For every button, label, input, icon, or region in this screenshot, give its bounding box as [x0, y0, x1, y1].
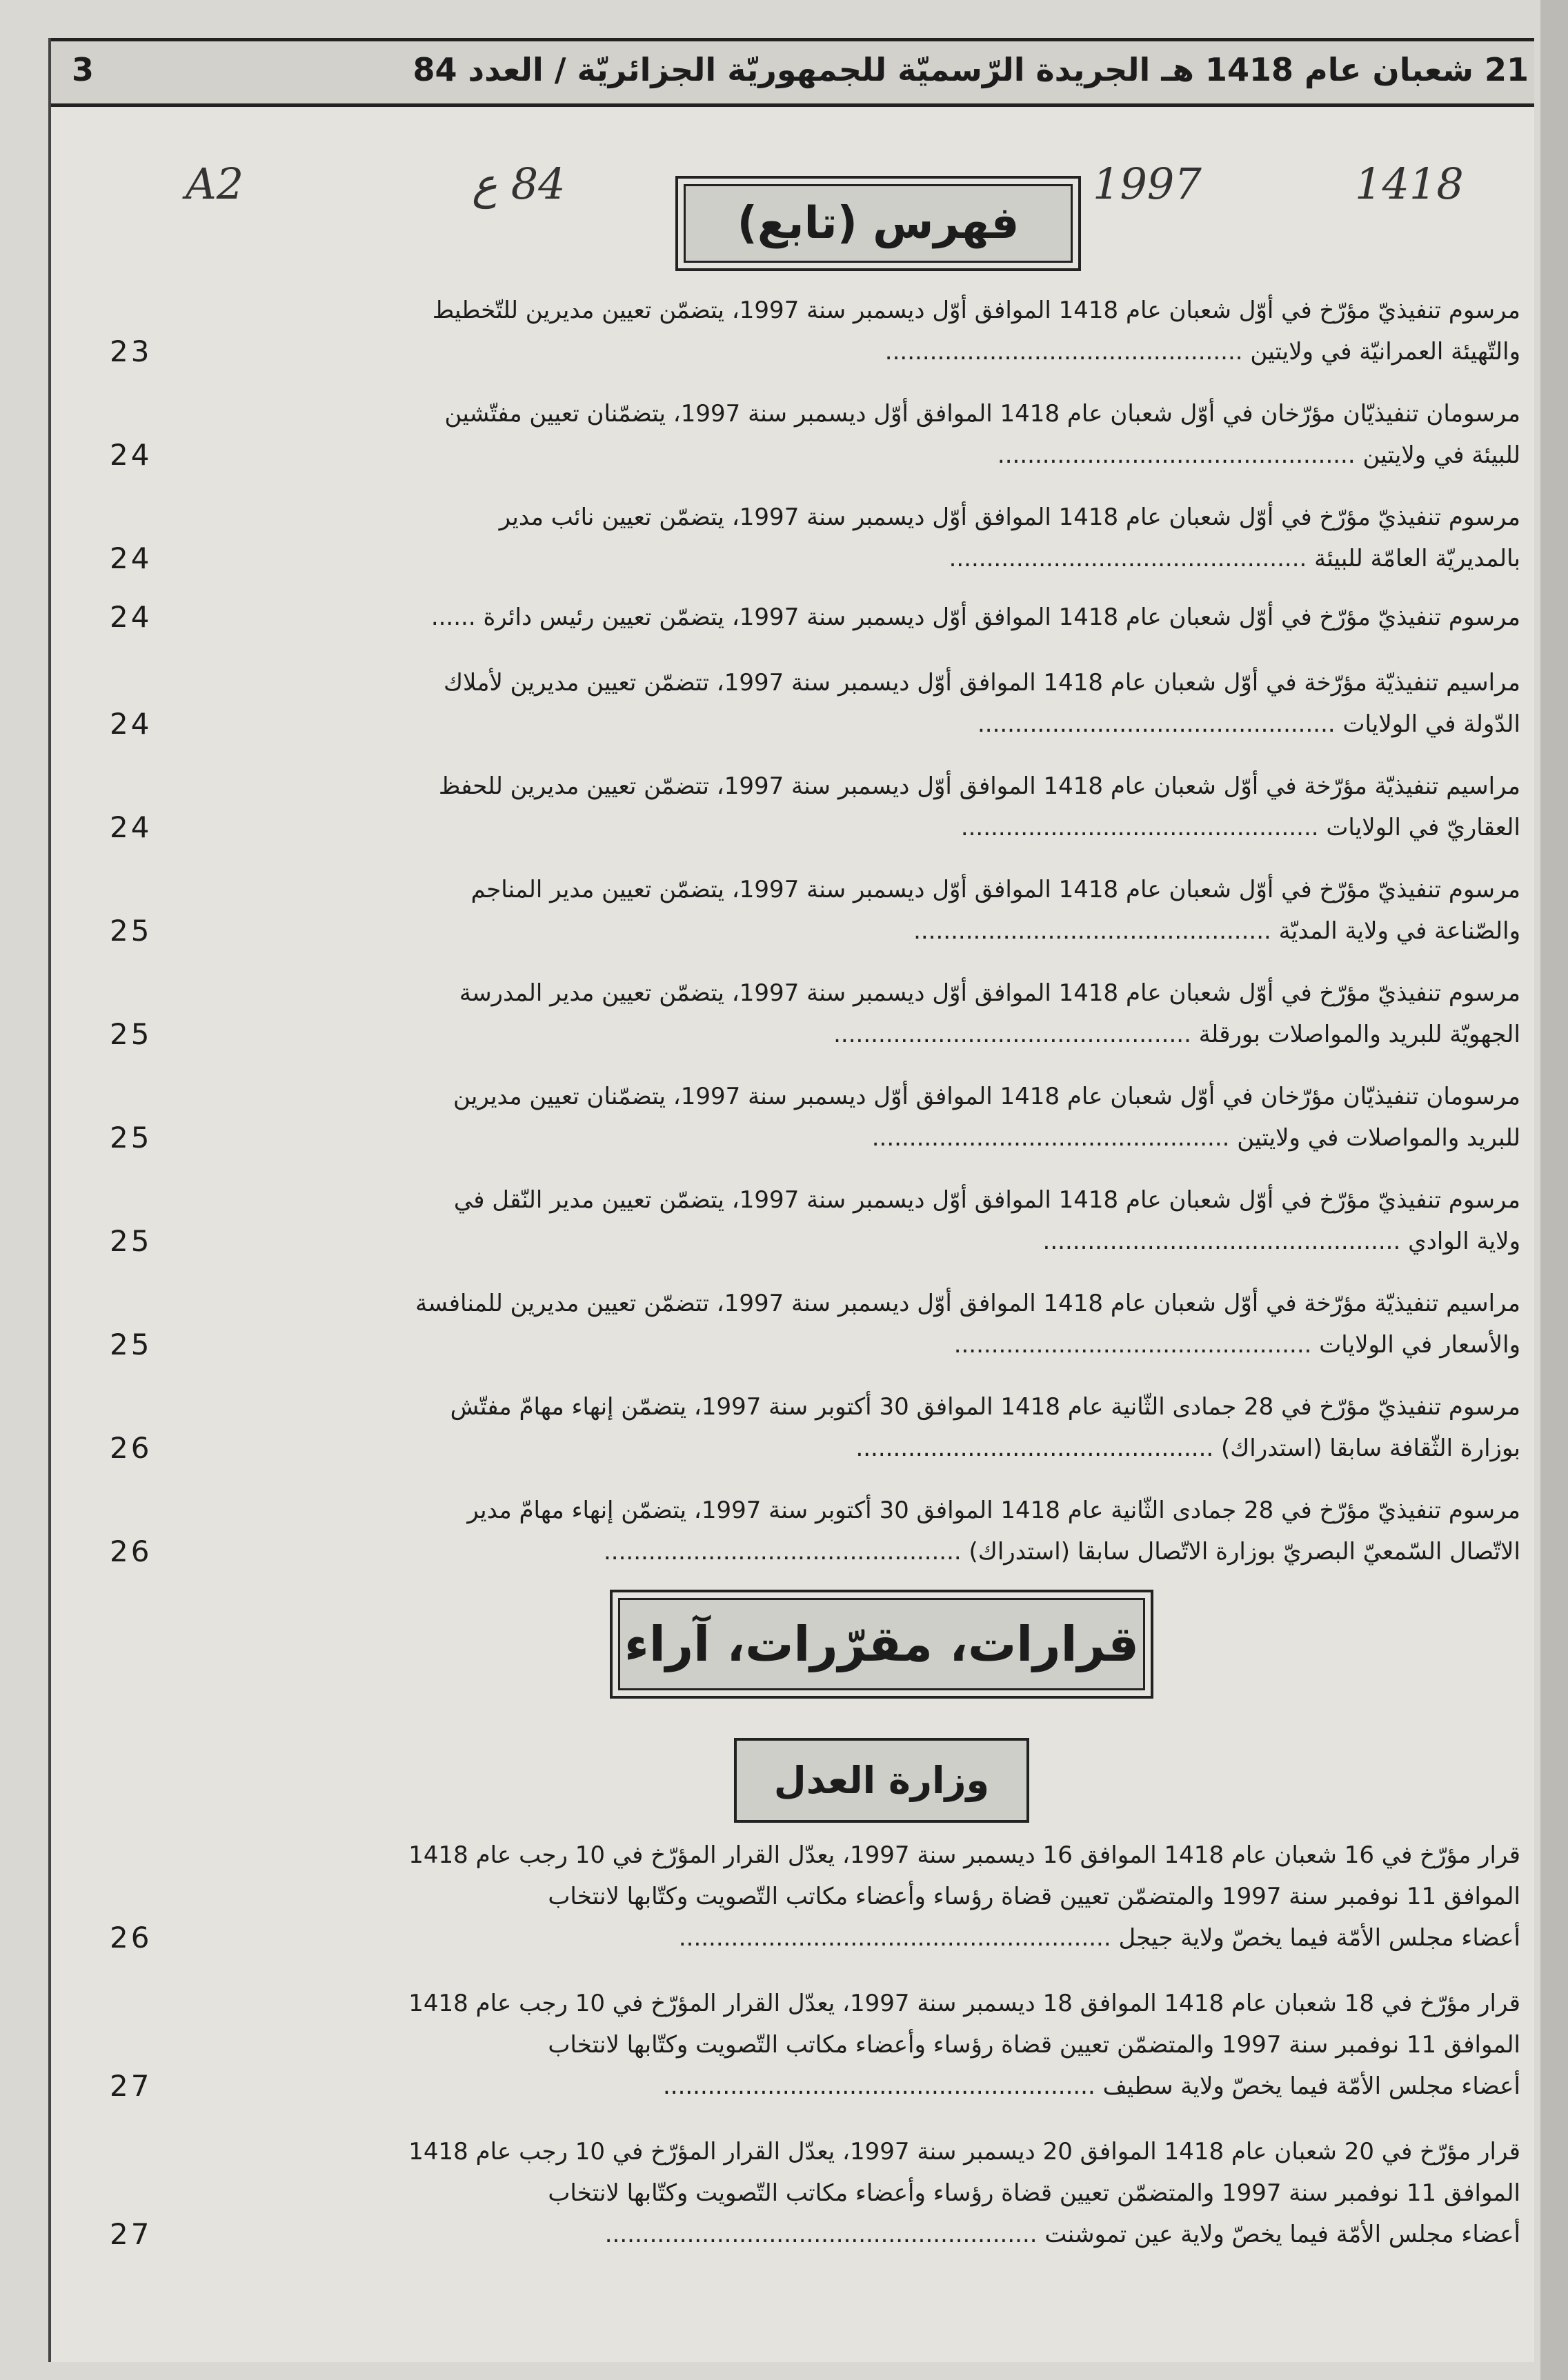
entry-line-2: والتّهيئة العمرانيّة في ولايتين ................................................ [884, 338, 1520, 366]
decision-line-1: قرار مؤرّخ في 16 شعبان عام 1418 الموافق 16 ديسمبر سنة 1997، يعدّل القرار المؤرّخ في 10 رجب عام 1418 [408, 1841, 1520, 1869]
handwritten-note-d: 1418 [1355, 159, 1464, 209]
entry-line-2: للبيئة في ولايتين ................................................ [997, 441, 1520, 469]
decision-page-number: 27 [110, 2069, 152, 2103]
decision-line-1: قرار مؤرّخ في 18 شعبان عام 1418 الموافق 18 ديسمبر سنة 1997، يعدّل القرار المؤرّخ في 10 رجب عام 1418 [408, 1990, 1520, 2017]
handwritten-note-a: A2 [186, 159, 244, 209]
index-entry [51, 662, 1520, 745]
entry-line-1: مرسوم تنفيذيّ مؤرّخ في أوّل شعبان عام 1418 الموافق أوّل ديسمبر سنة 1997، يتضمّن تعيين مدير النّقل في [453, 1186, 1520, 1214]
header-page-number: 3 [72, 51, 95, 88]
index-entry [51, 1283, 1520, 1366]
entry-line-1: مرسوم تنفيذيّ مؤرّخ في 28 جمادى الثّانية عام 1418 الموافق 30 أكتوبر سنة 1997، يتضمّن إنهاء مهامّ مفتّش [450, 1393, 1520, 1421]
index-entry [51, 1386, 1520, 1469]
entry-line-1: مراسيم تنفيذيّة مؤرّخة في أوّل شعبان عام 1418 الموافق أوّل ديسمبر سنة 1997، تتضمّن تعيين مديرين للحفظ [438, 772, 1520, 800]
index-entry [51, 393, 1520, 476]
decision-entry [51, 2131, 1520, 2255]
index-entry [51, 1490, 1520, 1572]
index-entry [51, 597, 1520, 638]
handwritten-note-b: 84 ع [472, 159, 566, 209]
entry-line-2: الجهويّة للبريد والمواصلات بورقلة ................................................ [833, 1021, 1520, 1048]
entry-line-2: الدّولة في الولايات ................................................ [977, 710, 1520, 738]
entry-page-number: 26 [110, 1534, 152, 1568]
entry-line-1: مرسوم تنفيذيّ مؤرّخ في أوّل شعبان عام 1418 الموافق أوّل ديسمبر سنة 1997، يتضمّن تعيين رئيس دائرة ...... [430, 603, 1520, 631]
entry-page-number: 25 [110, 1328, 152, 1361]
index-entry [51, 869, 1520, 952]
decision-line-2: الموافق 11 نوفمبر سنة 1997 والمتضمّن تعيين قضاة رؤساء وأعضاء مكاتب التّصويت وكتّابها لانتخاب [548, 1883, 1520, 1910]
entry-line-1: مرسوم تنفيذيّ مؤرّخ في أوّل شعبان عام 1418 الموافق أوّل ديسمبر سنة 1997، يتضمّن تعيين مديرين للتّخطيط [432, 297, 1520, 324]
decision-line-2: الموافق 11 نوفمبر سنة 1997 والمتضمّن تعيين قضاة رؤساء وأعضاء مكاتب التّصويت وكتّابها لانتخاب [548, 2179, 1520, 2207]
entry-line-2: والصّناعة في ولاية المديّة ................................................ [913, 917, 1520, 945]
entry-line-2: العقاريّ في الولايات ................................................ [960, 814, 1520, 841]
header-title: 21 شعبان عام 1418 هـ الجريدة الرّسميّة للجمهوريّة الجزائريّة / العدد 84 [413, 51, 1529, 88]
decision-line-3: أعضاء مجلس الأمّة فيما يخصّ ولاية عين تموشنت .......................................................... [604, 2221, 1520, 2248]
index-title: فهرس (تابع) [675, 176, 1081, 271]
index-entry [51, 766, 1520, 848]
ministry-title: وزارة العدل [734, 1738, 1029, 1823]
entry-line-2: والأسعار في الولايات ................................................ [953, 1331, 1520, 1359]
entry-page-number: 24 [110, 541, 152, 575]
section-title: قرارات، مقرّرات، آراء [610, 1590, 1153, 1699]
entry-page-number: 24 [110, 810, 152, 844]
index-entry [51, 972, 1520, 1055]
entry-line-1: مراسيم تنفيذيّة مؤرّخة في أوّل شعبان عام 1418 الموافق أوّل ديسمبر سنة 1997، تتضمّن تعيين مديرين للمنافسة [415, 1290, 1520, 1317]
entry-line-2: للبريد والمواصلات في ولايتين ................................................ [871, 1124, 1520, 1152]
entry-line-1: مرسوم تنفيذيّ مؤرّخ في 28 جمادى الثّانية عام 1418 الموافق 30 أكتوبر سنة 1997، يتضمّن إنهاء مهامّ مدير [467, 1497, 1520, 1524]
index-entry [51, 1076, 1520, 1159]
entry-page-number: 25 [110, 1121, 152, 1154]
entry-page-number: 25 [110, 914, 152, 948]
entry-page-number: 24 [110, 600, 152, 634]
entry-page-number: 23 [110, 334, 152, 368]
index-entry [51, 497, 1520, 579]
handwritten-note-c: 1997 [1093, 159, 1202, 209]
decision-page-number: 27 [110, 2217, 152, 2251]
entry-line-1: مرسوم تنفيذيّ مؤرّخ في أوّل شعبان عام 1418 الموافق أوّل ديسمبر سنة 1997، يتضمّن تعيين نائب مدير [499, 503, 1520, 531]
page-header [51, 38, 1534, 107]
entry-page-number: 25 [110, 1017, 152, 1051]
entry-page-number: 24 [110, 438, 152, 472]
entry-page-number: 24 [110, 707, 152, 741]
decision-line-1: قرار مؤرّخ في 20 شعبان عام 1418 الموافق 20 ديسمبر سنة 1997، يعدّل القرار المؤرّخ في 10 رجب عام 1418 [408, 2138, 1520, 2166]
index-entry [51, 290, 1520, 372]
entry-line-2: الاتّصال السّمعيّ البصريّ بوزارة الاتّصال سابقا (استدراك) ................................................ [603, 1538, 1520, 1566]
decision-entry [51, 1983, 1520, 2107]
entry-line-1: مرسومان تنفيذيّان مؤرّخان في أوّل شعبان عام 1418 الموافق أوّل ديسمبر سنة 1997، يتضمّنان تعيين مديرين [453, 1083, 1520, 1110]
entry-line-1: مرسوم تنفيذيّ مؤرّخ في أوّل شعبان عام 1418 الموافق أوّل ديسمبر سنة 1997، يتضمّن تعيين مدير المدرسة [459, 979, 1520, 1007]
page-edge [1540, 0, 1568, 2380]
index-entry [51, 1179, 1520, 1262]
entry-line-2: ولاية الوادي ................................................ [1042, 1228, 1520, 1255]
decision-line-3: أعضاء مجلس الأمّة فيما يخصّ ولاية جيجل .......................................................... [678, 1924, 1520, 1952]
entry-page-number: 26 [110, 1431, 152, 1465]
entry-line-2: بوزارة الثّقافة سابقا (استدراك) ................................................ [855, 1434, 1520, 1462]
decision-page-number: 26 [110, 1921, 152, 1954]
decision-entry [51, 1834, 1520, 1959]
entry-line-1: مراسيم تنفيذيّة مؤرّخة في أوّل شعبان عام 1418 الموافق أوّل ديسمبر سنة 1997، تتضمّن تعيين مديرين لأملاك [443, 669, 1520, 697]
gazette-page [48, 38, 1534, 2362]
entry-page-number: 25 [110, 1224, 152, 1258]
entry-line-1: مرسومان تنفيذيّان مؤرّخان في أوّل شعبان عام 1418 الموافق أوّل ديسمبر سنة 1997، يتضمّنان تعيين مفتّشين [444, 400, 1520, 428]
decision-line-2: الموافق 11 نوفمبر سنة 1997 والمتضمّن تعيين قضاة رؤساء وأعضاء مكاتب التّصويت وكتّابها لانتخاب [548, 2031, 1520, 2059]
decision-line-3: أعضاء مجلس الأمّة فيما يخصّ ولاية سطيف .......................................................... [662, 2072, 1520, 2100]
entry-line-2: بالمديريّة العامّة للبيئة ................................................ [949, 545, 1520, 572]
entry-line-1: مرسوم تنفيذيّ مؤرّخ في أوّل شعبان عام 1418 الموافق أوّل ديسمبر سنة 1997، يتضمّن تعيين مدير المناجم [470, 876, 1520, 903]
